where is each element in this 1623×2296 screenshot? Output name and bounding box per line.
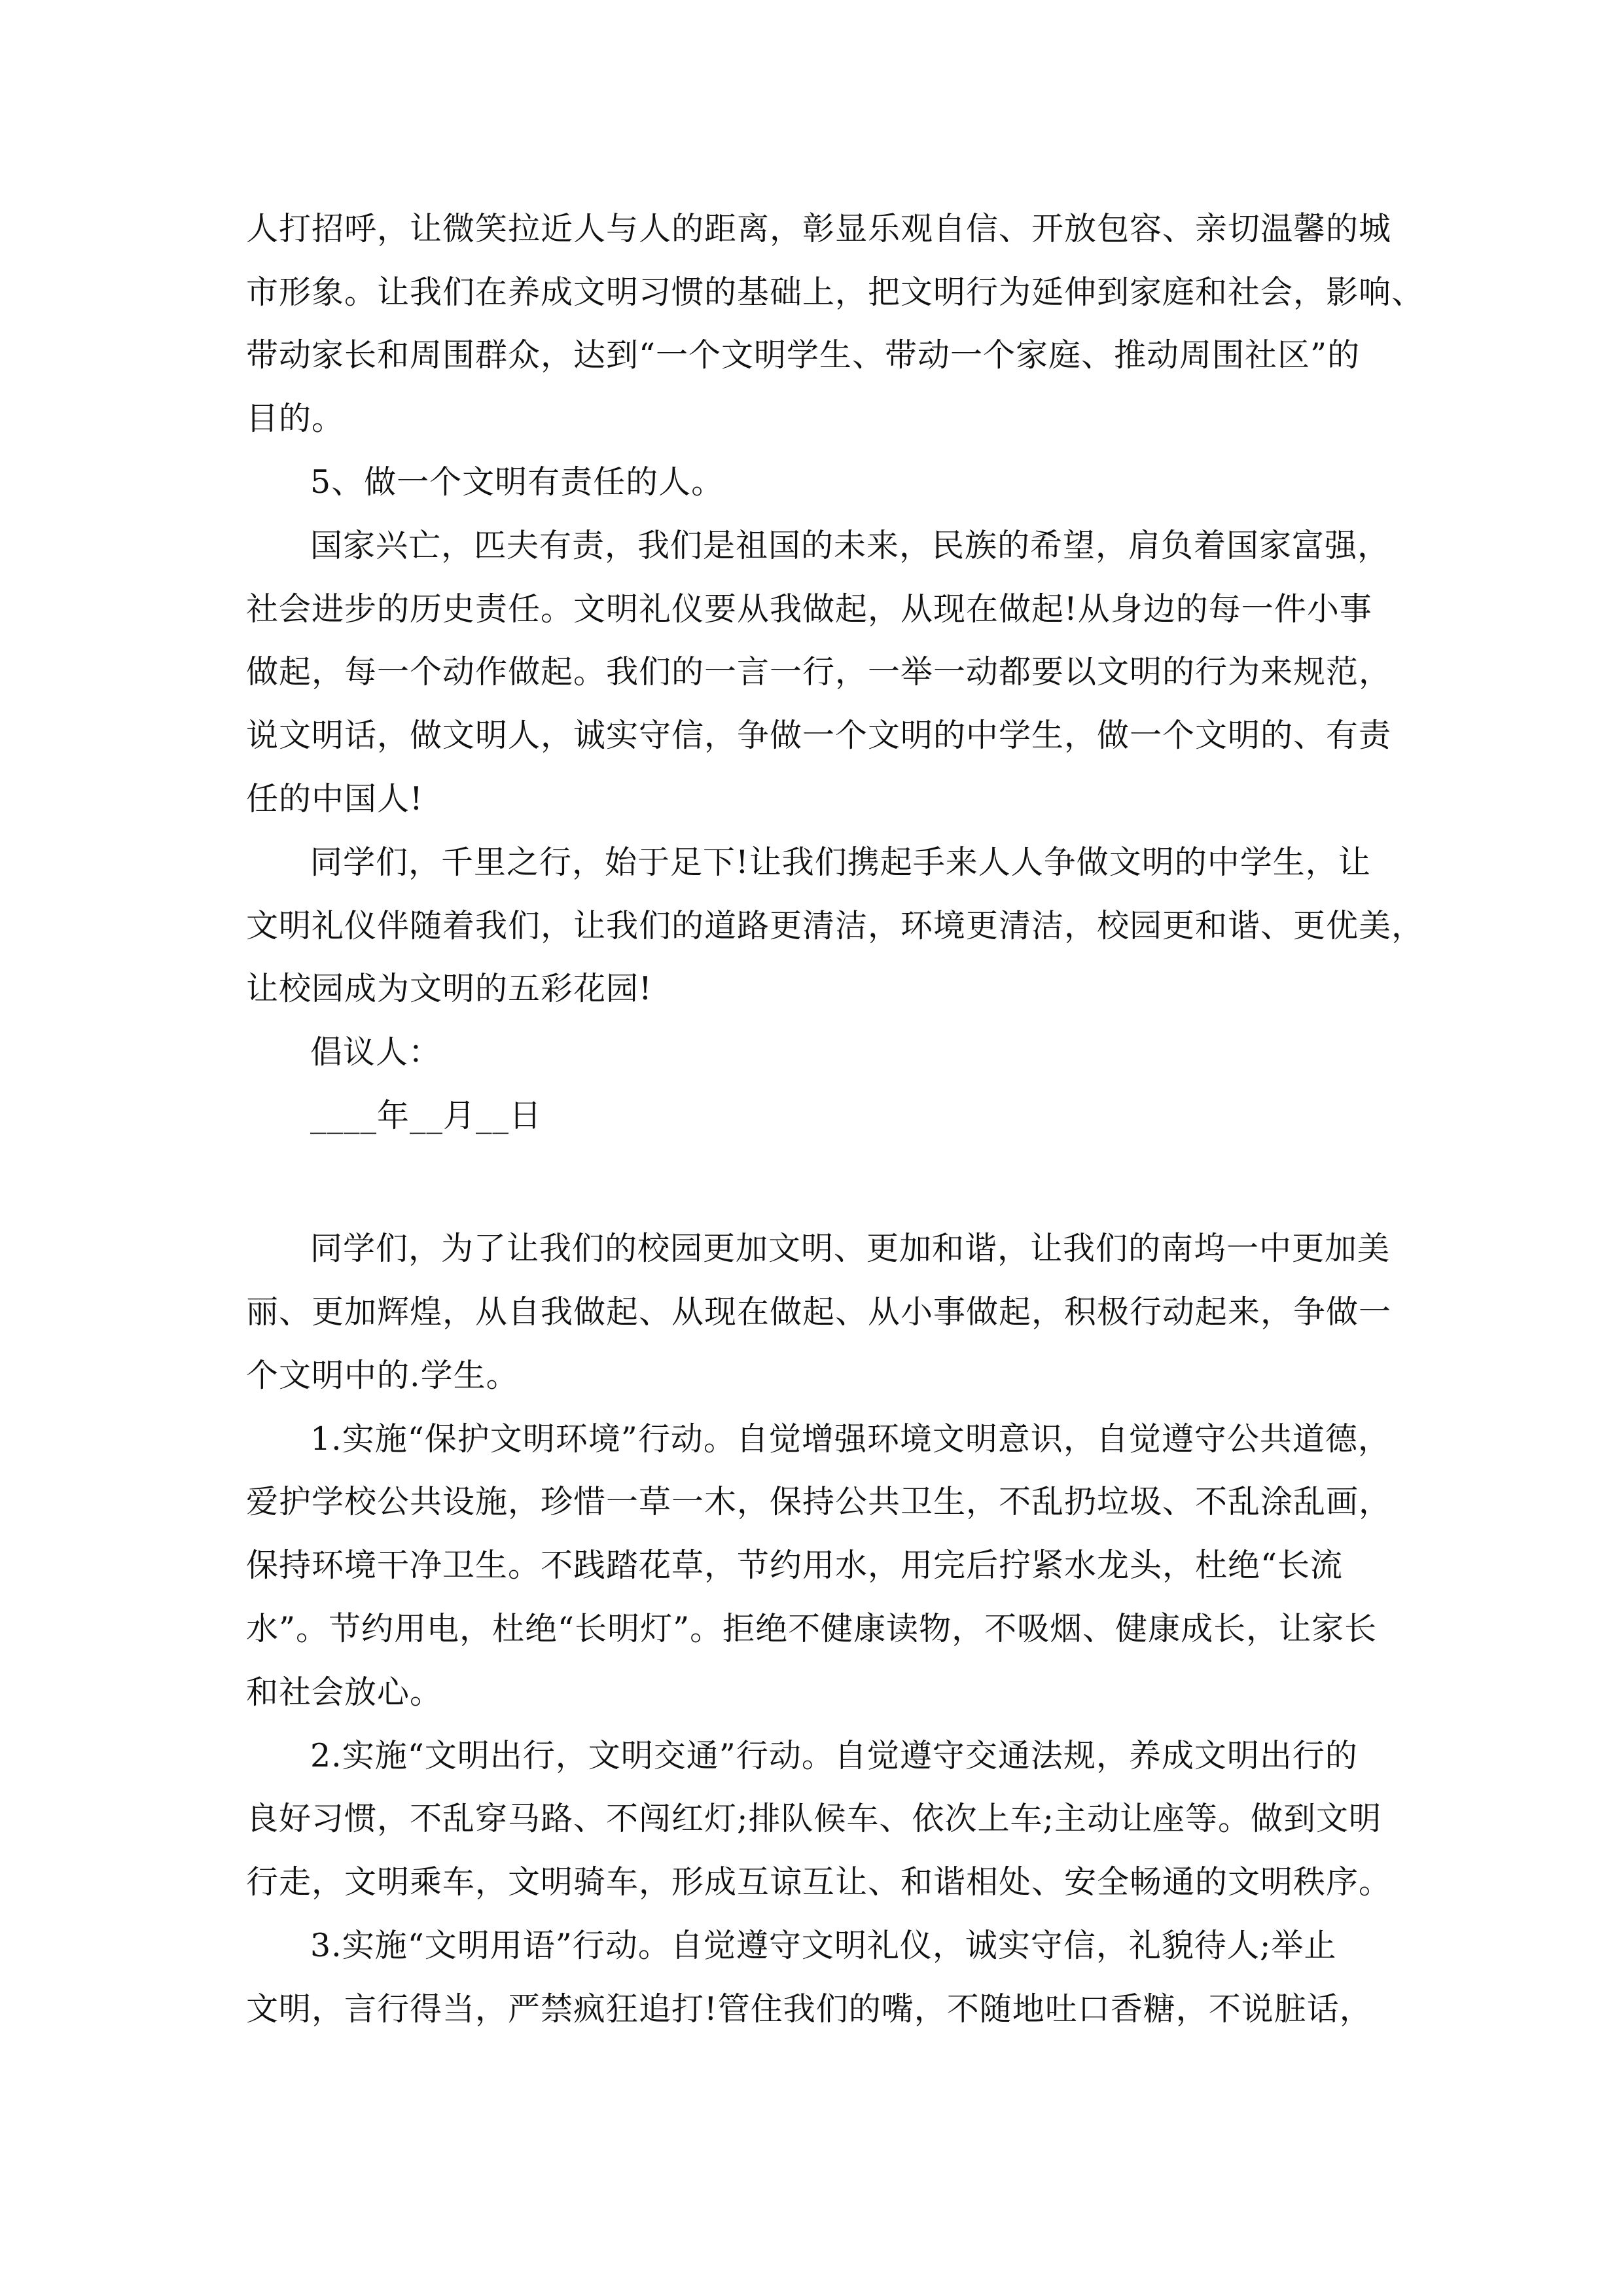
text-line: 让校园成为文明的五彩花园!: [246, 970, 652, 1007]
item-2-text: 2.实施“文明出行，文明交通”行动。自觉遵守交通法规，养成文明出行的: [310, 1737, 1358, 1774]
text-line: 带动家长和周围群众，达到“一个文明学生、带动一个家庭、推动周围社区”的: [246, 336, 1361, 374]
text-line: 爱护学校公共设施，珍惜一草一木，保持公共卫生，不乱扔垃圾、不乱涂乱画，: [246, 1483, 1392, 1520]
text-line: 个文明中的.学生。: [246, 1357, 519, 1394]
text-line: 良好习惯，不乱穿马路、不闯红灯;排队候车、依次上车;主动让座等。做到文明: [246, 1800, 1382, 1837]
text-line: 说文明话，做文明人，诚实守信，争做一个文明的中学生，做一个文明的、有责: [246, 717, 1392, 754]
text-line: 文明礼仪伴随着我们，让我们的道路更清洁，环境更清洁，校园更和谐、更优美，: [246, 907, 1425, 944]
item-1-text: 1.实施“保护文明环境”行动。自觉增强环境文明意识，自觉遵守公共道德，: [310, 1420, 1391, 1458]
text-line: 保持环境干净卫生。不践踏花草，节约用水，用完后拧紧水龙头，杜绝“长流: [246, 1547, 1344, 1584]
text-line: 市形象。让我们在养成文明习惯的基础上，把文明行为延伸到家庭和社会，影响、: [246, 274, 1425, 311]
text-line: 水”。节约用电，杜绝“长明灯”。拒绝不健康读物，不吸烟、健康成长，让家长: [246, 1610, 1378, 1647]
item-5-heading: 5、做一个文明有责任的人。: [310, 463, 724, 501]
item-3-text: 3.实施“文明用语”行动。自觉遵守文明礼仪，诚实守信，礼貌待人;举止: [310, 1927, 1337, 1964]
text-line: 国家兴亡，匹夫有责，我们是祖国的未来，民族的希望，肩负着国家富强，: [310, 527, 1391, 564]
text-line: 社会进步的历史责任。文明礼仪要从我做起，从现在做起!从身边的每一件小事: [246, 590, 1372, 628]
text-line: 丽、更加辉煌，从自我做起、从现在做起、从小事做起，积极行动起来，争做一: [246, 1293, 1392, 1331]
text-line: 同学们，为了让我们的校园更加文明、更加和谐，让我们的南坞一中更加美: [310, 1230, 1391, 1267]
text-line: 文明，言行得当，严禁疯狂追打!管住我们的嘴，不随地吐口香糖，不说脏话，: [246, 1990, 1372, 2028]
text-line: 和社会放心。: [246, 1674, 443, 1711]
initiator-label: 倡议人：: [310, 1033, 442, 1071]
text-line: 行走，文明乘车，文明骑车，形成互谅互让、和谐相处、安全畅通的文明秩序。: [246, 1863, 1392, 1901]
text-line: 做起，每一个动作做起。我们的一言一行，一举一动都要以文明的行为来规范，: [246, 653, 1392, 691]
text-line: 同学们，千里之行，始于足下!让我们携起手来人人争做文明的中学生，让: [310, 844, 1371, 881]
date-line: ____年__月__日: [310, 1097, 543, 1134]
text-line: 人打招呼，让微笑拉近人与人的距离，彰显乐观自信、开放包容、亲切温馨的城: [246, 210, 1392, 247]
text-line: 目的。: [246, 400, 345, 437]
text-line: 任的中国人!: [246, 780, 423, 817]
